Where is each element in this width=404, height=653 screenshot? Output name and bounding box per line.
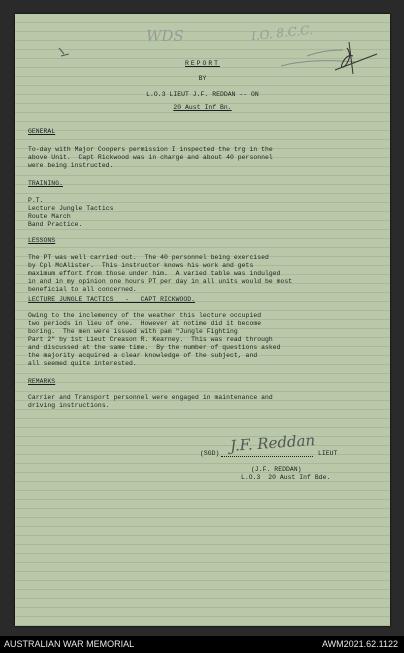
remarks-heading: REMARKS: [28, 378, 56, 385]
training-heading: TRAINING.: [28, 180, 63, 187]
lecture-heading: LECTURE JUNGLE TACTICS - CAPT RICKWOOD.: [28, 296, 196, 303]
lecture-line: Owing to the inclemency of the weather this lecture occupied: [28, 312, 262, 319]
report-officer: L.O.3 LIEUT J.F. REDDAN -- ON: [146, 91, 259, 98]
document-page: [15, 14, 390, 626]
training-item: Route March: [28, 213, 71, 220]
lessons-line: beneficial to all concerned.: [28, 286, 137, 293]
lecture-line: two periods in lieu of one. However at notime did it become: [28, 320, 262, 327]
lecture-line: boring. The men were issued with pam "Jungle Fighting: [28, 328, 238, 335]
archive-footer: [0, 636, 404, 653]
signature-name: (J.F. REDDAN): [251, 466, 302, 473]
signature-rank: LIEUT: [318, 450, 338, 457]
lessons-line: The PT was well carried out. The 40 personnel being exercised: [28, 254, 269, 261]
pencil-marks-icon: [55, 28, 390, 78]
general-line: above Unit. Capt Rickwood was in charge and about 40 personnel: [28, 154, 273, 161]
lecture-line: the majority acquired a clear knowledge of the subject, and: [28, 352, 258, 359]
lecture-line: Part 2" by 1st Lieut Creason R. Kearney. This was read through: [28, 336, 273, 343]
footer-accession-number: AWM2021.62.1122: [321, 639, 398, 649]
general-heading: GENERAL: [28, 128, 56, 135]
signature-position: L.O.3 20 Aust Inf Bde.: [241, 474, 331, 481]
handwritten-signature: J.F. Reddan: [229, 431, 316, 455]
remarks-line: Carrier and Transport personnel were engaged in maintenance and: [28, 394, 273, 401]
lessons-line: maximum effort from those under him. A varied table was indulged: [28, 270, 281, 277]
signature-line: [221, 456, 313, 457]
report-by: BY: [198, 75, 207, 82]
report-title: REPORT: [184, 60, 220, 67]
handwritten-annotation-right: I.O. 8.C.C.: [250, 22, 314, 44]
general-line: To-day with Major Coopers permission I inspected the trg in the: [28, 146, 273, 153]
report-unit: 20 Aust Inf Bn.: [173, 104, 232, 111]
training-item: Band Practice.: [28, 221, 83, 228]
handwritten-annotation-left: WDS: [146, 27, 184, 45]
lessons-line: by Cpl McAlister. This instructor knows his work and gets: [28, 262, 254, 269]
footer-institution: AUSTRALIAN WAR MEMORIAL: [4, 639, 135, 649]
lessons-heading: LESSONS: [28, 237, 56, 244]
training-item: P.T.: [28, 197, 44, 204]
lessons-line: in and in my opinion one hours PT per day in all units would be most: [28, 278, 293, 285]
training-item: Lecture Jungle Tactics: [28, 205, 114, 212]
lecture-line: and discussed at the same time. By the number of questions asked: [28, 344, 281, 351]
remarks-line: driving instructions.: [28, 402, 110, 409]
general-line: were being instructed.: [28, 162, 114, 169]
lecture-line: all seemed quite interested.: [28, 360, 137, 367]
signature-sgd: (SGD): [200, 450, 220, 457]
